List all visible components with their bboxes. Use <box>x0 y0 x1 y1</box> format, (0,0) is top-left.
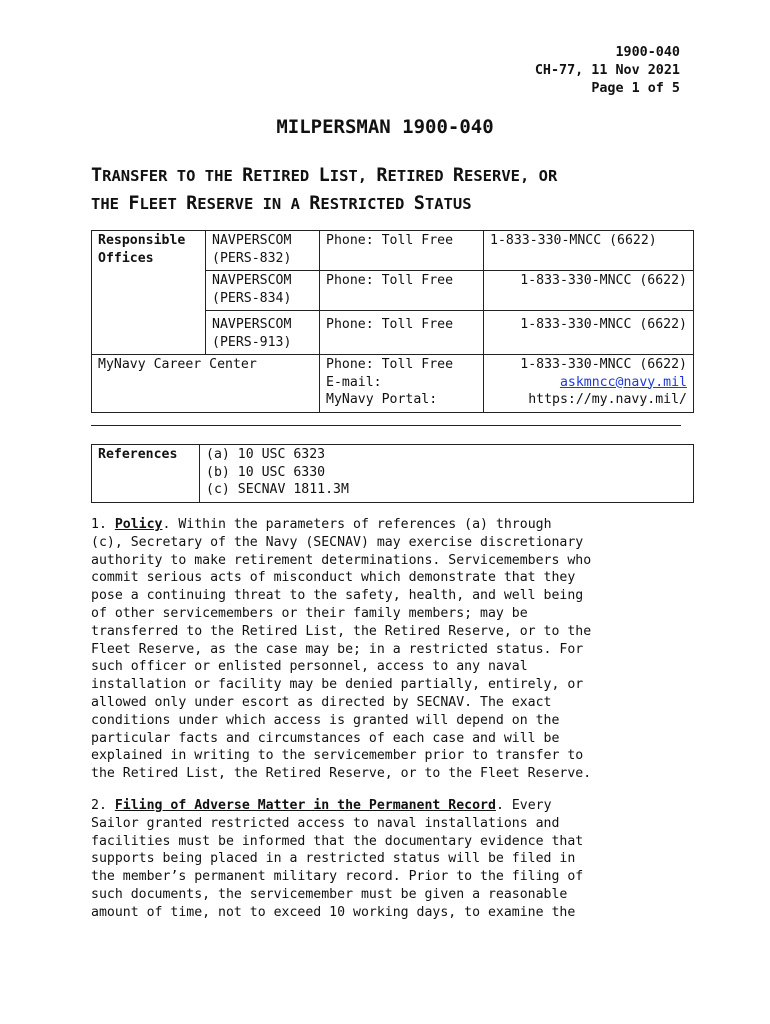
career-center-values <box>484 355 694 413</box>
subtitle-capital-letter: F <box>128 193 140 214</box>
subtitle-text: THE <box>91 195 129 213</box>
career-center-labels <box>320 355 484 413</box>
paragraph-heading: Filing of Adverse Matter in the Permanent Record <box>114 798 496 813</box>
phone-label: Phone: Toll Free <box>320 231 484 271</box>
paragraph-number: 1. <box>91 517 115 532</box>
subtitle-text: TATUS <box>424 195 472 213</box>
subtitle-capital-letter: R <box>452 165 465 186</box>
career-center-name: MyNavy Career Center <box>92 355 320 413</box>
references-table <box>91 444 694 503</box>
phone-label: Phone: Toll Free <box>326 357 454 372</box>
subtitle-text: ESERVE IN A <box>197 195 310 213</box>
responsible-offices-label: Responsible Offices <box>92 231 206 355</box>
paragraph-heading: Policy <box>114 517 163 532</box>
page-header <box>535 44 680 98</box>
responsible-offices-table <box>91 230 694 355</box>
office-name: NAVPERSCOM (PERS-834) <box>206 271 320 311</box>
subtitle-line-2 <box>91 190 557 218</box>
paragraph-number: 2. <box>91 798 115 813</box>
subtitle-capital-letter: R <box>242 165 254 186</box>
subtitle-text: ETIRED <box>253 167 319 185</box>
subtitle-text: ESTRICTED <box>320 195 414 213</box>
phone-number: 1-833-330-MNCC (6622) <box>484 271 694 311</box>
reference-item: (b) 10 USC 6330 <box>206 464 326 480</box>
change-date: CH-77, 11 Nov 2021 <box>534 63 680 78</box>
subtitle-line-1 <box>91 162 557 190</box>
page-number: Page 1 of 5 <box>591 81 680 96</box>
reference-item: (a) 10 USC 6323 <box>206 447 326 462</box>
document-title: MILPERSMAN 1900-040 <box>276 116 494 138</box>
paragraph-body: . Within the parameters of references (a) through (c), Secretary of the Navy (SECNAV) may exercise discretionary authority to make retirement determinations. Servicemembers who commit serious acts of misconduct which demonstrate that they pose a continuing threat to the safety, health, and well being of other servicemembers or their family members; may be transferred to the Retired List, the Retired Reserve, or to the Fleet Reserve, as the case may be; in a restricted status. For such officer or enlisted personnel, access to any naval installation or facility may be denied partially, entirely, or allowed only under escort as directed by SECNAV. The exact conditions under which access is granted will depend on the particular facts and circumstances of each case and will be explained in writing to the servicemember prior to transfer to the Retired List, the Retired Reserve, or to the Fleet Reserve. <box>91 517 592 782</box>
document-subtitle <box>91 162 557 218</box>
subtitle-text: RANSFER TO THE <box>102 167 243 185</box>
email-label: E-mail: <box>326 374 382 390</box>
subtitle-capital-letter: R <box>309 193 321 214</box>
email-link[interactable]: askmncc@navy.mil <box>559 374 687 390</box>
paragraph-adverse-matter <box>91 797 681 922</box>
references-label: References <box>92 445 200 503</box>
doc-number: 1900-040 <box>615 45 680 60</box>
office-name: NAVPERSCOM (PERS-832) <box>206 231 320 271</box>
subtitle-text: ESERVE, OR <box>464 167 558 185</box>
career-center-table <box>91 354 694 413</box>
phone-number: 1-833-330-MNCC (6622) <box>484 231 694 271</box>
subtitle-text: IST, <box>329 167 377 185</box>
reference-item: (c) SECNAV 1811.3M <box>206 482 349 497</box>
subtitle-text: LEET <box>139 195 187 213</box>
office-name: NAVPERSCOM (PERS-913) <box>206 311 320 355</box>
paragraph-body: . Every Sailor granted restricted access to naval installations and facilities must be informed that the documentary evidence that supports being placed in a restricted status will be filed in the member’s permanent military record. Prior to the filing of such documents, the servicemember must be given a reasonable amount of time, not to exceed 10 working days, to examine the <box>91 798 584 920</box>
subtitle-capital-letter: R <box>186 193 198 214</box>
phone-number: 1-833-330-MNCC (6622) <box>484 311 694 355</box>
portal-url: https://my.navy.mil/ <box>528 392 687 407</box>
subtitle-text: ETIRED <box>387 167 453 185</box>
subtitle-capital-letter: L <box>318 165 330 186</box>
subtitle-capital-letter: R <box>376 165 388 186</box>
references-list <box>200 445 694 503</box>
paragraph-policy <box>91 516 681 783</box>
phone-label: Phone: Toll Free <box>320 311 484 355</box>
subtitle-capital-letter: T <box>91 165 103 186</box>
portal-label: MyNavy Portal: <box>326 392 438 407</box>
subtitle-capital-letter: S <box>413 193 425 214</box>
phone-number: 1-833-330-MNCC (6622) <box>520 357 687 372</box>
section-divider <box>91 425 681 426</box>
phone-label: Phone: Toll Free <box>320 271 484 311</box>
